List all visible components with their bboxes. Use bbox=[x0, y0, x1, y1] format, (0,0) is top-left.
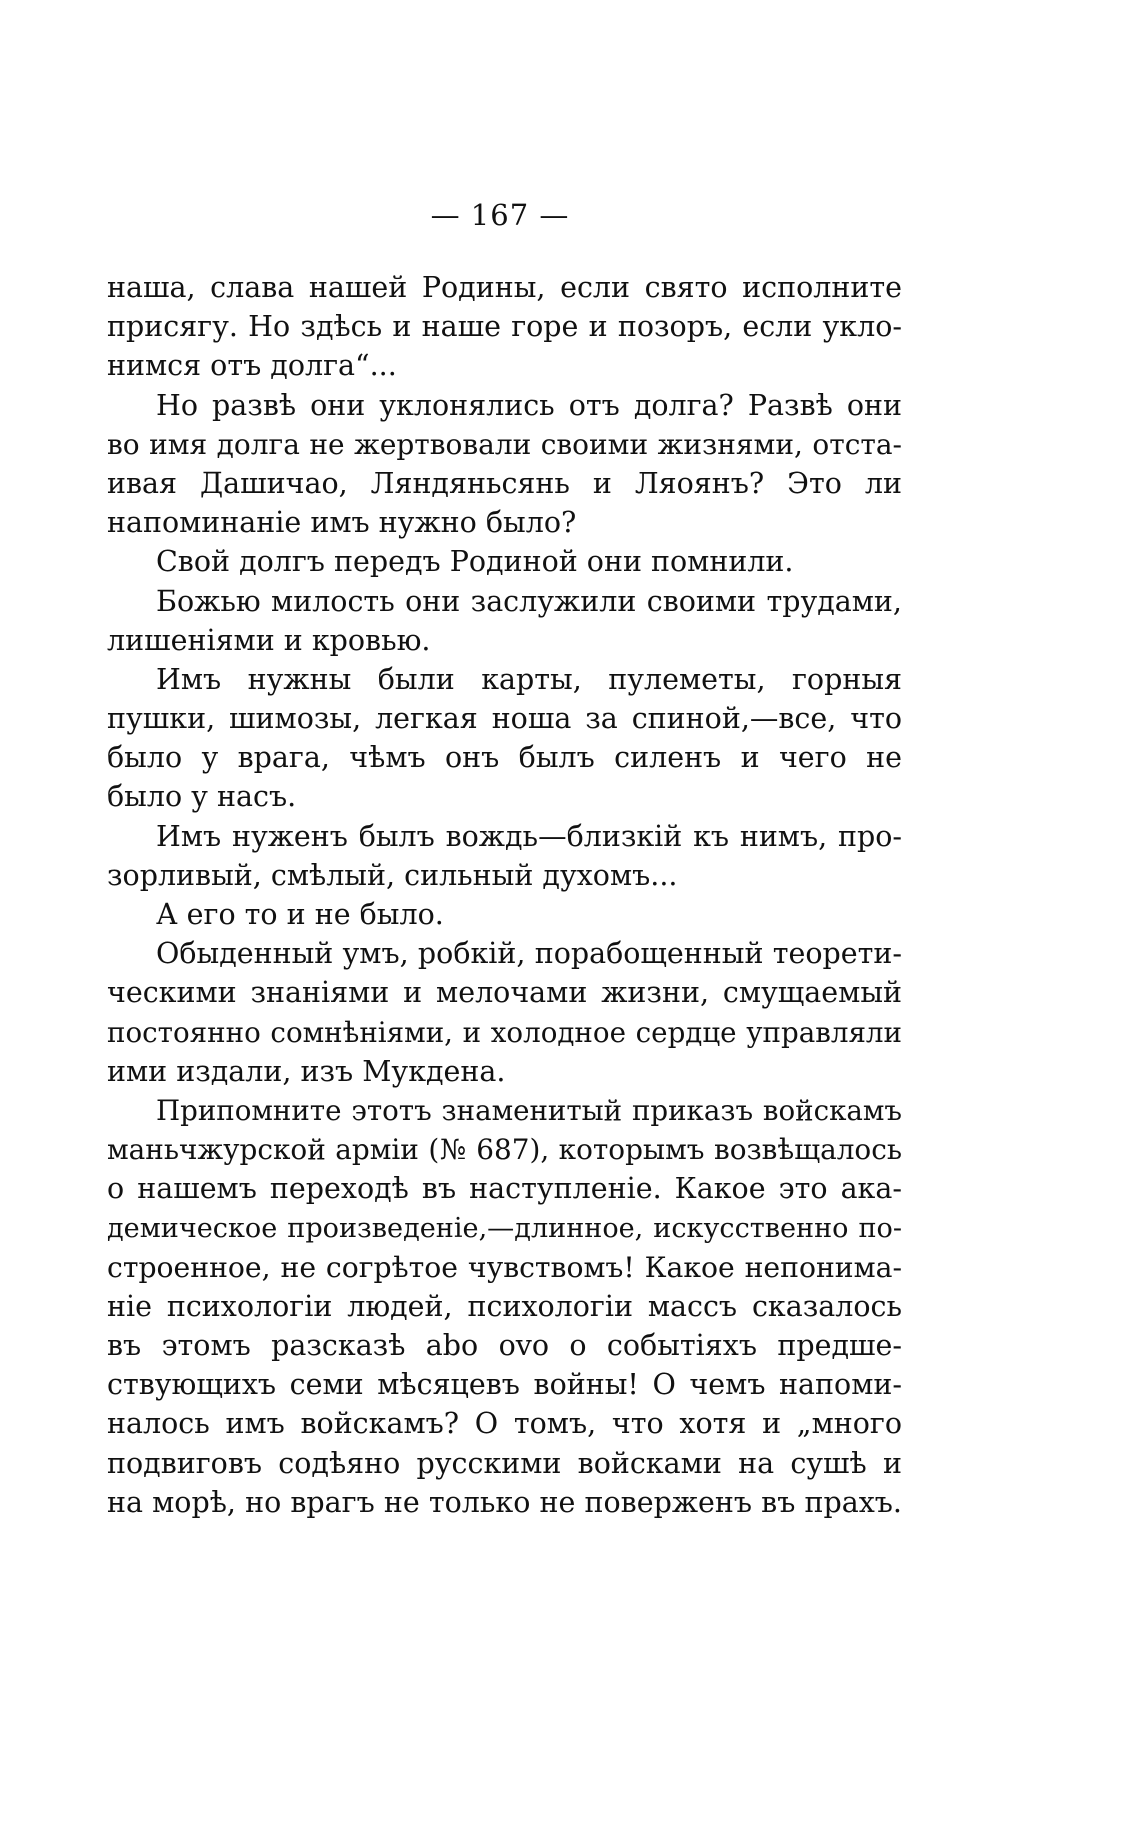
text-line: пушки, шимозы, легкая ноша за спиной,—все, что bbox=[107, 702, 902, 736]
text-line: о нашемъ переходѣ въ наступленіе. Какое это ака- bbox=[107, 1172, 902, 1206]
text-line: демическое произведеніе,—длинное, искусственно по- bbox=[107, 1212, 902, 1244]
text-line: было у врага, чѣмъ онъ былъ силенъ и чего не bbox=[107, 741, 902, 775]
paragraph bbox=[107, 934, 902, 1091]
text-line: напоминаніе имъ нужно было? bbox=[107, 506, 577, 540]
text-line: Но развѣ они уклонялись отъ долга? Развѣ они bbox=[156, 388, 902, 422]
text-line: маньчжурской арміи (№ 687), которымъ возвѣщалось bbox=[107, 1133, 902, 1167]
text-line: присягу. Но здѣсь и наше горе и позоръ, если укло- bbox=[107, 310, 902, 344]
text-line: подвиговъ содѣяно русскими войсками на сушѣ и bbox=[107, 1446, 902, 1480]
paragraph bbox=[107, 1091, 902, 1522]
text-line: было у насъ. bbox=[107, 780, 297, 814]
text-line: ивая Дашичао, Ляндяньсянь и Ляоянъ? Это ли bbox=[107, 466, 902, 500]
text-line: ствующихъ семи мѣсяцевъ войны! О чемъ напоми- bbox=[107, 1368, 902, 1402]
paragraph bbox=[107, 386, 902, 543]
text-line: А его то и не было. bbox=[156, 898, 444, 931]
page-number: — 167 — bbox=[430, 198, 570, 232]
paragraph bbox=[107, 582, 902, 660]
text-line: строенное, не согрѣтое чувствомъ! Какое непонима- bbox=[107, 1250, 902, 1284]
paragraph bbox=[107, 268, 902, 386]
text-line: Имъ нужны были карты, пулеметы, горныя bbox=[156, 662, 902, 696]
text-line: Припомните этотъ знаменитый приказъ войскамъ bbox=[156, 1093, 902, 1127]
paragraph bbox=[107, 542, 902, 581]
text-line: Свой долгъ передъ Родиной они помнили. bbox=[156, 545, 794, 579]
text-line: Имъ нуженъ былъ вождь—близкій къ нимъ, про- bbox=[156, 819, 902, 853]
text-line: ческими знаніями и мелочами жизни, смущаемый bbox=[107, 976, 902, 1010]
paragraph bbox=[107, 895, 902, 934]
paragraph bbox=[107, 817, 902, 895]
text-line: зорливый, смѣлый, сильный духомъ... bbox=[107, 858, 678, 892]
text-line: Обыденный умъ, робкій, порабощенный теорети- bbox=[156, 937, 902, 971]
text-line: ніе психологіи людей, психологіи массъ сказалось bbox=[107, 1289, 902, 1323]
text-line: въ этомъ разсказѣ abo ovo о событіяхъ предше- bbox=[107, 1329, 902, 1363]
body-text bbox=[107, 268, 902, 1522]
text-line: лишеніями и кровью. bbox=[107, 623, 431, 657]
paragraph bbox=[107, 660, 902, 817]
text-line: ими издали, изъ Мукдена. bbox=[107, 1054, 506, 1088]
text-line: на морѣ, но врагъ не только не поверженъ въ прахъ. bbox=[107, 1485, 902, 1519]
text-line: постоянно сомнѣніями, и холодное сердце управляли bbox=[107, 1015, 902, 1049]
text-line: нимся отъ долга“... bbox=[107, 349, 397, 383]
text-line: Божью милость они заслужили своими трудами, bbox=[156, 584, 902, 618]
text-line: наша, слава нашей Родины, если свято исполните bbox=[107, 271, 902, 304]
text-line: во имя долга не жертвовали своими жизнями, отста- bbox=[107, 427, 902, 461]
text-line: налось имъ войскамъ? О томъ, что хотя и „много bbox=[107, 1407, 902, 1441]
